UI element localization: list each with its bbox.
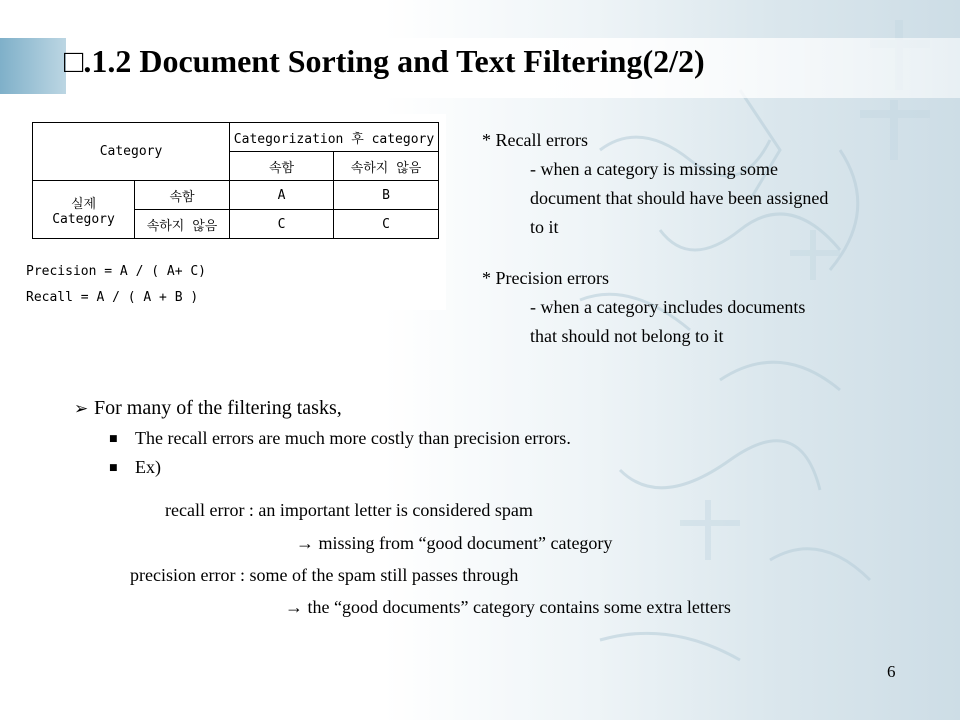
categorization-table-panel xyxy=(22,114,446,310)
bullet-list xyxy=(74,397,934,478)
error-notes xyxy=(482,126,942,351)
table-cell-b: B xyxy=(334,181,439,210)
title-accent-bar xyxy=(0,38,66,94)
bullet-sub-1 xyxy=(109,428,934,449)
example-recall-error: recall error : an important letter is considered spam xyxy=(165,500,533,520)
table-cell-c1: C xyxy=(230,210,334,239)
table-header-category: Category xyxy=(33,123,230,181)
example-precision-error: precision error : some of the spam still passes through xyxy=(130,565,519,585)
table-cell-a: A xyxy=(230,181,334,210)
categorization-table xyxy=(32,122,439,239)
recall-errors-line: - when a category is missing some xyxy=(530,159,778,179)
table-row-group-line2: Category xyxy=(52,211,115,227)
table-cell-c2: C xyxy=(334,210,439,239)
square-bullet-icon: ■ xyxy=(109,434,118,444)
bullet-sub-2 xyxy=(109,457,934,478)
bullet-sub-2-text: Ex) xyxy=(135,457,161,477)
precision-errors-line: that should not belong to it xyxy=(530,326,724,346)
recall-errors-line: document that should have been assigned xyxy=(530,188,829,208)
bullet-main-text: For many of the filtering tasks, xyxy=(94,397,342,419)
table-header-after-categorization: Categorization 후 category xyxy=(230,123,439,152)
recall-errors-line: to it xyxy=(530,217,559,237)
square-bullet-icon: ■ xyxy=(109,463,118,473)
recall-formula: Recall = A / ( A + B ) xyxy=(26,290,199,305)
page-number: 6 xyxy=(887,662,896,681)
table-col-belongs: 속함 xyxy=(230,152,334,181)
table-row-group-line1: 실제 xyxy=(70,196,97,212)
slide-title: □.1.2 Document Sorting and Text Filtering(2/2) xyxy=(64,43,705,79)
precision-errors-heading: * Precision errors xyxy=(482,268,609,288)
table-row1-label: 속함 xyxy=(135,181,230,210)
precision-errors-line: - when a category includes documents xyxy=(530,297,806,317)
table-col-not-belongs: 속하지 않음 xyxy=(334,152,439,181)
example-recall-consequence: → missing from “good document” category xyxy=(296,533,613,553)
table-row-group-actual-category xyxy=(33,181,135,239)
recall-errors-heading: * Recall errors xyxy=(482,130,588,150)
arrow-bullet-icon: ➢ xyxy=(74,399,89,419)
bullet-main xyxy=(74,397,934,420)
table-row2-label: 속하지 않음 xyxy=(135,210,230,239)
example-precision-consequence: → the “good documents” category contains some extra letters xyxy=(285,597,731,617)
precision-formula: Precision = A / ( A+ C) xyxy=(26,264,207,279)
bullet-sub-1-text: The recall errors are much more costly than precision errors. xyxy=(135,428,571,448)
